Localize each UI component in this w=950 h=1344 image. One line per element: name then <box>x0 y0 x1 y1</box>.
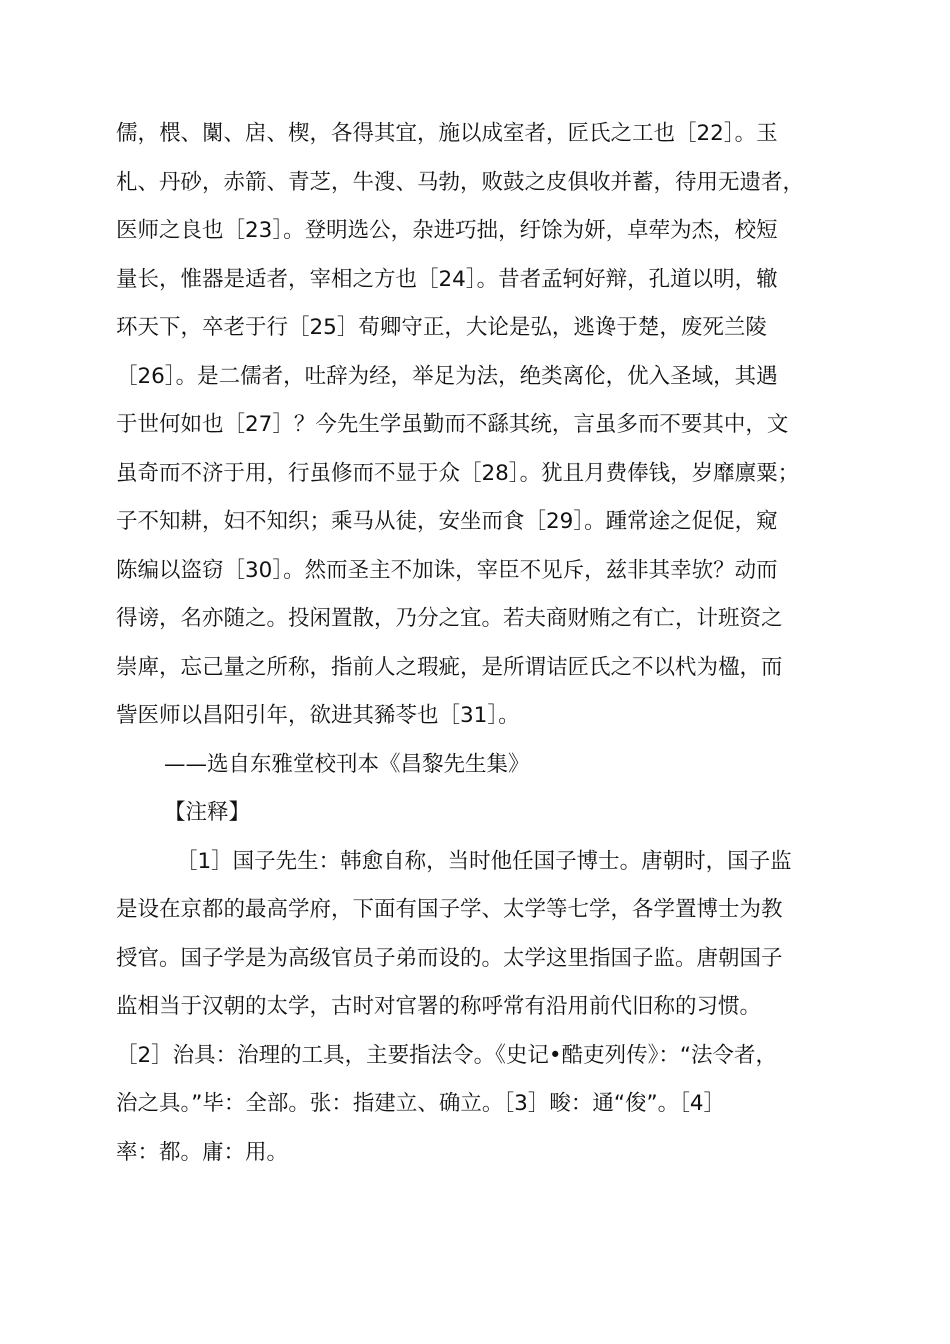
note-line: 治之具。”毕：全部。张：指建立、确立。［3］畯：通“俊”。［4］ <box>116 1091 726 1116</box>
source-citation: ——选自东雅堂校刊本《昌黎先生集》 <box>164 751 530 777</box>
body-line: 医师之良也［23］。登明选公，杂进巧拙，纡馀为妍，卓荦为杰，校短 <box>116 218 778 243</box>
body-line: 札、丹砂，赤箭、青芝，牛溲、马勃，败鼓之皮俱收并蓄，待用无遗者， <box>116 169 805 195</box>
body-line: 环天下，卒老于行［25］荀卿守正，大论是弘，逃谗于楚，废死兰陵 <box>116 315 767 340</box>
body-text <box>116 110 856 741</box>
document-page <box>116 110 856 1177</box>
body-line: 儒，椳、闑、扂、楔，各得其宜，施以成室者，匠氏之工也［22］。玉 <box>116 121 778 146</box>
body-line: 得谤，名亦随之。投闲置散，乃分之宜。若夫商财贿之有亡，计班资之 <box>116 606 783 631</box>
body-line: 于世何如也［27］？今先生学虽勤而不繇其统，言虽多而不要其中，文 <box>116 412 789 437</box>
note-line: 是设在京都的最高学府，下面有国子学、太学等七学，各学置博士为教 <box>116 897 783 922</box>
body-line: 崇庳，忘己量之所称，指前人之瑕疵，是所谓诘匠氏之不以杙为楹，而 <box>116 654 783 680</box>
note-line: ［1］国子先生：韩愈自称，当时他任国子博士。唐朝时，国子监 <box>176 848 792 874</box>
note-line: 监相当于汉朝的太学，古时对官署的称呼常有沿用前代旧称的习惯。 <box>116 994 762 1019</box>
body-line: 虽奇而不济于用，行虽修而不显于众［28］。犹且月费俸钱，岁靡廪粟； <box>116 460 800 486</box>
body-line: 子不知耕，妇不知织；乘马从徒，安坐而食［29］。踵常途之促促，窥 <box>116 509 778 534</box>
body-line: ［26］。是二儒者，吐辞为经，举足为法，绝类离伦，优入圣域，其遇 <box>116 363 778 389</box>
note-line: ［2］治具：治理的工具，主要指法令。《史记•酷吏列传》：“法令者， <box>116 1042 778 1068</box>
notes-heading: 【注释】 <box>164 800 251 825</box>
note-line: 授官。国子学是为高级官员子弟而设的。太学这里指国子监。唐朝国子 <box>116 945 783 971</box>
notes-text <box>116 838 856 1178</box>
body-line: 陈编以盗窃［30］。然而圣主不加诛，宰臣不见斥，兹非其幸欤？动而 <box>116 557 778 583</box>
body-line: 量长，惟器是适者，宰相之方也［24］。昔者孟轲好辩，孔道以明，辙 <box>116 266 778 292</box>
note-line: 率：都。庸：用。 <box>116 1139 289 1165</box>
body-line: 訾医师以昌阳引年，欲进其豨苓也［31］。 <box>116 703 520 728</box>
